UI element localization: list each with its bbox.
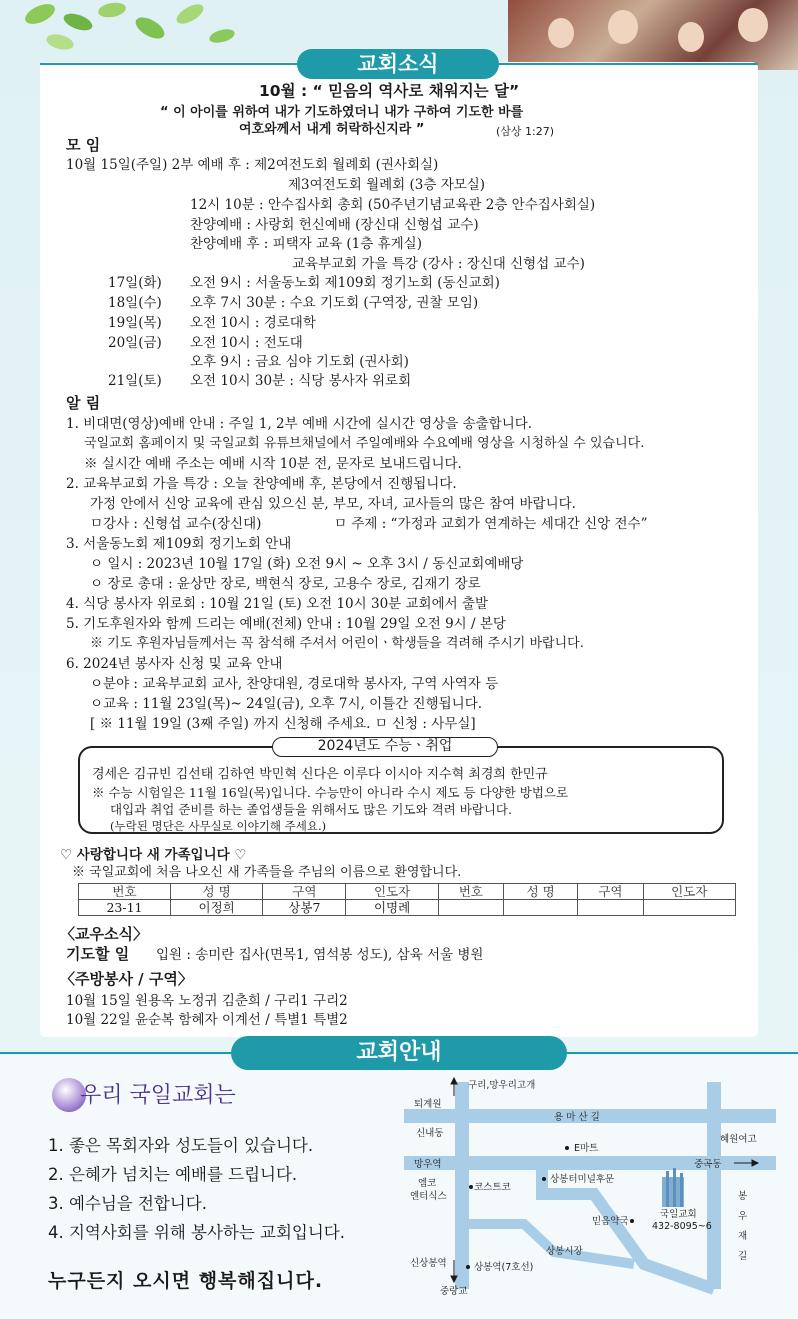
section-title-news: 교회소식 [297, 49, 499, 79]
table-cell: 이정희 [170, 900, 262, 916]
map-label: 혜원여고 [720, 1134, 757, 1145]
church-item: 1. 좋은 목회자와 성도들이 있습니다. [48, 1136, 314, 1155]
meeting-row: 12시 10분 : 안수집사회 총회 (50주년기념교육관 2층 안수집사회실) [190, 197, 596, 213]
map-dot [565, 1146, 569, 1150]
table-header: 성 명 [170, 884, 262, 900]
map-label: 엠코 [418, 1178, 437, 1189]
welcome-message: 누구든지 오시면 행복해집니다. [48, 1270, 324, 1292]
meetings-heading: 모 임 [66, 136, 101, 154]
meeting-date: 21일(토) [108, 373, 162, 389]
notice-line: ㅇ 장로 총대 : 윤상만 장로, 백현식 장로, 고용수 장로, 김재기 장로 [90, 576, 481, 592]
church-label-text: 우리 국일교회는 [80, 1083, 236, 1108]
notice-line: ㅇ 일시 : 2023년 10월 17일 (화) 오전 9시 ~ 오후 3시 / 동신교회예배당 [90, 556, 524, 572]
table-cell [578, 900, 643, 916]
verse-line-2: 여호와께서 내게 허락하신지라 ” [239, 122, 425, 137]
kitchen-line: 10월 15일 원용옥 노정귀 김춘희 / 구리1 구리2 [66, 993, 348, 1009]
notice-line: 4. 식당 봉사자 위로회 : 10월 21일 (토) 오전 10시 30분 교회에서 출발 [66, 596, 489, 612]
table-cell [504, 900, 578, 916]
table-row [79, 900, 736, 916]
notice-line: ※ 실시간 예배 주소는 예배 시작 10분 전, 문자로 보내드립니다. [84, 456, 462, 472]
notice-line: 5. 기도후원자와 함께 드리는 예배(전체) 안내 : 10월 29일 오전 9시 / 본당 [66, 616, 506, 632]
verse-line-1: “ 이 아이를 위하여 내가 기도하였더니 내가 구하여 기도한 바를 [160, 105, 524, 120]
new-family-table [78, 883, 736, 916]
exam-box-title: 2024년도 수능ㆍ취업 [272, 737, 498, 757]
table-cell: 23-11 [79, 900, 171, 916]
notice-line: ㅁ 주제 : “가정과 교회가 연계하는 세대간 신앙 전수” [334, 516, 648, 532]
notice-line: ㅁ강사 : 신형섭 교수(장신대) [90, 516, 262, 532]
church-item: 3. 예수님을 전합니다. [48, 1194, 207, 1213]
table-cell: 상봉7 [263, 900, 346, 916]
table-cell [643, 900, 735, 916]
notice-line: [ ※ 11월 19일 (3째 주일) 까지 신청해 주세요. ㅁ 신청 : 사무실] [90, 716, 476, 732]
meeting-row: 오전 10시 : 전도대 [190, 335, 303, 351]
church-label [64, 1076, 254, 1116]
meeting-row: 찬양예배 후 : 피택자 교육 (1층 휴게실) [190, 236, 422, 252]
exam-names: 경세은 김규빈 김선태 김하연 박민혁 신다은 이루다 이시아 지수혁 최경희 한민규 [92, 767, 548, 782]
meeting-row: 찬양예배 : 사랑회 헌신예배 (장신대 신형섭 교수) [190, 217, 479, 233]
map-label: 길 [738, 1251, 748, 1262]
notice-line: ㅇ교육 : 11월 23일(목)~ 24일(금), 오후 7시, 이틀간 진행됩니다. [90, 696, 483, 712]
meeting-row: 제3여전도회 월례회 (3층 자모실) [288, 177, 486, 193]
leaves-decoration [0, 0, 260, 62]
table-header: 인도자 [346, 884, 438, 900]
notice-line: 1. 비대면(영상)예배 안내 : 주일 1, 2부 예배 시간에 실시간 영상을 송출합니다. [66, 416, 533, 432]
meeting-date: 20일(금) [108, 335, 162, 351]
notice-line: ㅇ분야 : 교육부교회 교사, 찬양대원, 경로대학 봉사자, 구역 사역자 등 [90, 676, 499, 692]
kitchen-heading: 〈주방봉사 / 구역〉 [60, 970, 193, 988]
map-label: 중랑교 [440, 1286, 468, 1297]
meeting-row: 오전 9시 : 서울동노회 제109회 정기노회 (동신교회) [190, 275, 500, 291]
meeting-row: 오후 9시 : 금요 심야 기도회 (권사회) [190, 354, 409, 370]
map-label: 신내동 [416, 1128, 444, 1139]
map-dot [469, 1185, 473, 1189]
new-family-note: ※ 국일교회에 처음 나오신 새 가족들을 주님의 이름으로 환영합니다. [72, 865, 462, 880]
map-label: 엔터식스 [410, 1191, 447, 1202]
exam-note: 대입과 취업 준비를 하는 졸업생들을 위해서도 많은 기도와 격려 바랍니다. [110, 802, 512, 817]
map-label: 퇴계원 [414, 1099, 442, 1110]
meeting-row: 교육부교회 가을 특강 (강사 : 장신대 신형섭 교수) [292, 256, 585, 272]
verse-reference: (삼상 1:27) [496, 125, 555, 138]
map-label: 국일교회 [660, 1209, 697, 1220]
meeting-date: 17일(화) [108, 275, 162, 291]
map-label: 중곡동 [694, 1159, 722, 1170]
map-label: 재 [738, 1231, 748, 1242]
table-header: 구역 [578, 884, 643, 900]
church-map [404, 1074, 776, 1300]
table-header: 구역 [263, 884, 346, 900]
table-cell [438, 900, 503, 916]
map-label: 상봉터미널후문 [550, 1174, 615, 1185]
notice-line: 국일교회 홈페이지 및 국일교회 유튜브채널에서 주일예배와 수요예배 영상을 시청하실 수 있습니다. [84, 436, 645, 451]
notice-line: ※ 기도 후원자님들께서는 꼭 참석해 주셔서 어린이ㆍ학생들을 격려해 주시기 바랍니다. [90, 636, 584, 651]
map-label: 믿음약국 [592, 1216, 629, 1227]
prayer-text: 입원 : 송미란 집사(면목1, 염석봉 성도), 삼육 서울 병원 [156, 947, 484, 963]
table-header: 번호 [438, 884, 503, 900]
table-cell: 이명례 [346, 900, 438, 916]
member-news-heading: 〈교우소식〉 [60, 925, 148, 943]
map-dot [466, 1265, 470, 1269]
prayer-label: 기도할 일 [66, 945, 130, 963]
church-item: 2. 은혜가 넘치는 예배를 드립니다. [48, 1165, 298, 1184]
church-item: 4. 지역사회를 위해 봉사하는 교회입니다. [48, 1223, 345, 1242]
map-label: 코스트코 [474, 1182, 511, 1193]
table-header: 성 명 [504, 884, 578, 900]
map-label: 상봉역(7호선) [474, 1262, 534, 1273]
map-label: 망우역 [414, 1159, 442, 1170]
map-road [462, 1224, 634, 1264]
exam-note: (누락된 명단은 사무실로 이야기해 주세요.) [110, 819, 327, 833]
map-label: 우 [738, 1211, 748, 1222]
map-dot [630, 1219, 634, 1223]
map-label: 구리,망우리고개 [468, 1080, 536, 1091]
church-building-icon [662, 1168, 684, 1207]
meeting-row: 오후 7시 30분 : 수요 기도회 (구역장, 권찰 모임) [190, 295, 479, 311]
notice-line: 6. 2024년 봉사자 신청 및 교육 안내 [66, 656, 283, 672]
map-label: 봉 [738, 1191, 748, 1202]
notice-line: 2. 교육부교회 가을 특강 : 오늘 찬양예배 후, 본당에서 진행됩니다. [66, 476, 457, 492]
notice-line: 가정 안에서 신앙 교육에 관심 있으신 분, 부모, 자녀, 교사들의 많은 참여 바랍니다. [90, 496, 576, 512]
new-family-heading: ♡ 사랑합니다 새 가족입니다 ♡ [60, 847, 247, 863]
meeting-date: 18일(수) [108, 295, 162, 311]
map-label: 신상봉역 [410, 1258, 447, 1269]
meeting-row: 오전 10시 : 경로대학 [190, 315, 316, 331]
notices-heading: 알 림 [66, 394, 101, 412]
meeting-row: 오전 10시 30분 : 식당 봉사자 위로회 [190, 373, 412, 389]
kitchen-line: 10월 22일 윤순복 함혜자 이계선 / 특별1 특별2 [66, 1012, 348, 1028]
exam-note: ※ 수능 시험일은 11월 16일(목)입니다. 수능만이 아니라 수시 제도 등 다양한 방법으로 [92, 785, 569, 800]
map-label: 432-8095~6 [652, 1221, 712, 1232]
map-label: E마트 [574, 1143, 599, 1154]
meeting-date: 19일(목) [108, 315, 162, 331]
section-title-info: 교회안내 [231, 1036, 567, 1070]
table-header: 인도자 [643, 884, 735, 900]
choir-photo [508, 0, 798, 70]
map-label: 상봉시장 [546, 1246, 583, 1257]
meeting-row: 10월 15일(주일) 2부 예배 후 : 제2여전도회 월례회 (권사회실) [66, 157, 439, 173]
notice-line: 3. 서울동노회 제109회 정기노회 안내 [66, 536, 292, 552]
map-label: 용 마 산 길 [554, 1112, 600, 1123]
map-dot [542, 1177, 546, 1181]
month-theme: 10월 : “ 믿음의 역사로 채워지는 달” [259, 82, 520, 100]
table-header: 번호 [79, 884, 171, 900]
